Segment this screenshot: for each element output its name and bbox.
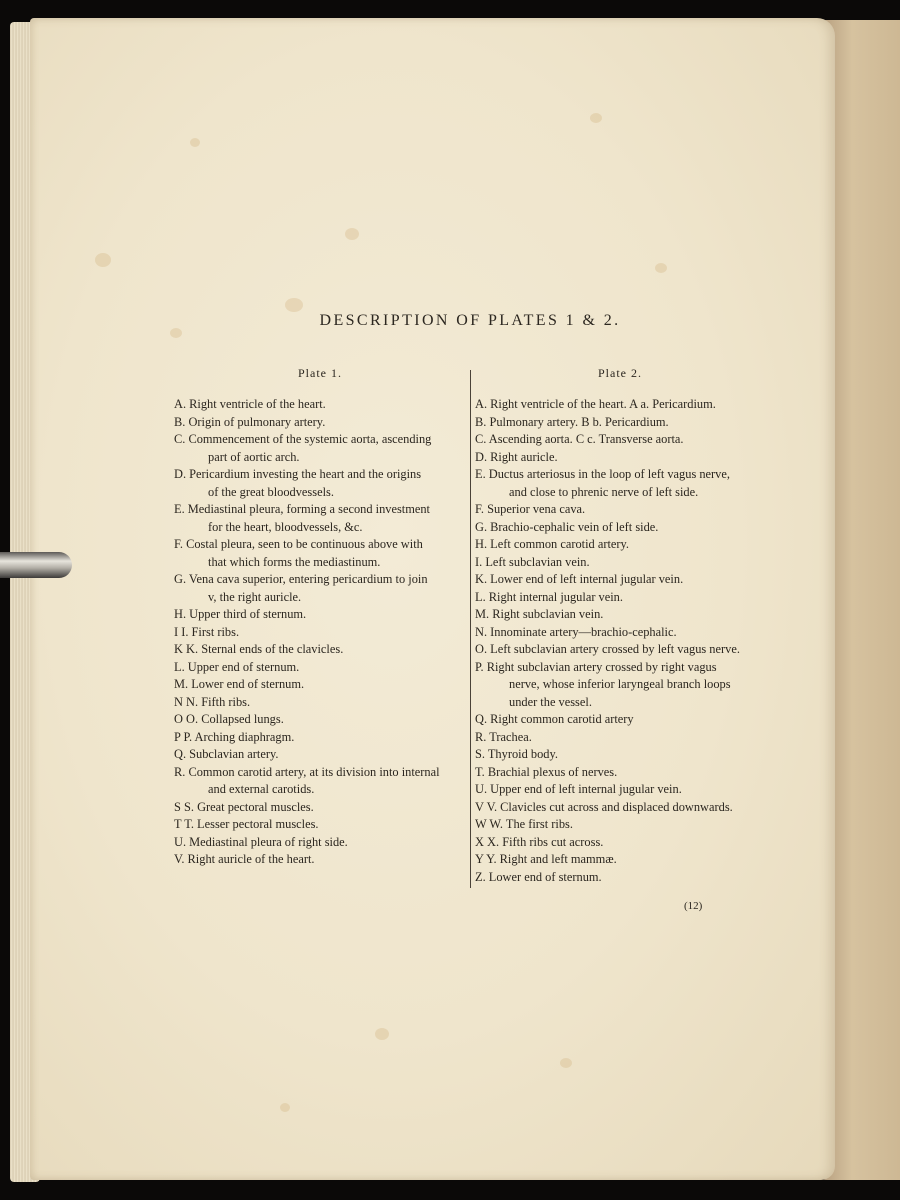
- plate1-entry: [174, 729, 465, 747]
- entry-text: B. Origin of pulmonary artery.: [174, 414, 326, 429]
- entry-continuation: for the heart, bloodvessels, &c.: [208, 519, 363, 534]
- plate2-entry: [475, 519, 767, 537]
- foxing-spot: [590, 113, 602, 123]
- page-number: (12): [684, 900, 703, 912]
- entry-text: A. Right ventricle of the heart. A a. Pericardium.: [475, 397, 716, 411]
- entry-text: L. Upper end of sternum.: [174, 659, 300, 674]
- plate1-description-list: [174, 396, 465, 869]
- entry-text: T T. Lesser pectoral muscles.: [174, 817, 319, 831]
- entry-text: S. Thyroid body.: [475, 747, 558, 761]
- entry-text: G. Brachio-cephalic vein of left side.: [475, 519, 659, 534]
- entry-text: N N. Fifth ribs.: [174, 694, 251, 709]
- plate2-entry: [475, 764, 767, 782]
- plate1-heading: Plate 1.: [298, 366, 342, 380]
- plate2-entry: [475, 711, 767, 729]
- entry-text: T. Brachial plexus of nerves.: [475, 764, 618, 779]
- entry-text: W W. The first ribs.: [475, 817, 573, 831]
- plate2-entry: [475, 449, 767, 467]
- entry-text: O O. Collapsed lungs.: [174, 712, 284, 726]
- foxing-spot: [655, 263, 667, 273]
- plate1-entry: [174, 501, 465, 536]
- entry-text: E. Ductus arteriosus in the loop of left vagus nerve,: [475, 467, 730, 481]
- plate1-entry: [174, 571, 465, 606]
- plate2-entry: [475, 746, 767, 764]
- plate2-entry: [475, 396, 767, 414]
- plate2-entry: [475, 781, 767, 799]
- entry-text: S S. Great pectoral muscles.: [174, 799, 314, 814]
- entry-text: D. Pericardium investing the heart and the origins: [174, 467, 422, 481]
- plate2-description-list: [475, 396, 767, 886]
- entry-text: P. Right subclavian artery crossed by right vagus: [475, 659, 717, 674]
- plate1-entry: [174, 396, 465, 414]
- entry-continuation: part of aortic arch.: [208, 449, 300, 464]
- plate1-entry: [174, 466, 465, 501]
- pen-tip: [0, 552, 72, 578]
- plate2-entry: [475, 659, 767, 712]
- plate1-entry: [174, 711, 465, 729]
- entry-text: B. Pulmonary artery. B b. Pericardium.: [475, 414, 669, 429]
- plate2-entry: [475, 799, 767, 817]
- page-title: DESCRIPTION OF PLATES 1 & 2.: [319, 312, 621, 329]
- entry-text: P P. Arching diaphragm.: [174, 729, 295, 744]
- entry-text: E. Mediastinal pleura, forming a second investment: [174, 502, 431, 516]
- plate2-entry: [475, 554, 767, 572]
- plate1-entry: [174, 764, 465, 799]
- plate1-entry: [174, 659, 465, 677]
- entry-text: F. Superior vena cava.: [475, 502, 586, 516]
- foxing-spot: [345, 228, 359, 240]
- plate2-entry: [475, 414, 767, 432]
- entry-text: C. Ascending aorta. C c. Transverse aorta.: [475, 432, 684, 446]
- plate2-entry: [475, 869, 767, 887]
- entry-text: V. Right auricle of the heart.: [174, 852, 315, 866]
- entry-text: Y Y. Right and left mammæ.: [475, 852, 617, 866]
- plate2-entry: [475, 589, 767, 607]
- entry-text: I. Left subclavian vein.: [475, 554, 590, 569]
- plate1-entry: [174, 851, 465, 869]
- plate2-entry: [475, 571, 767, 589]
- entry-text: G. Vena cava superior, entering pericardium to join: [174, 572, 428, 586]
- entry-text: K K. Sternal ends of the clavicles.: [174, 642, 344, 656]
- plate2-entry: [475, 624, 767, 642]
- plate1-entry: [174, 536, 465, 571]
- plate2-entry: [475, 431, 767, 449]
- entry-text: M. Lower end of sternum.: [174, 677, 305, 691]
- plate1-entry: [174, 746, 465, 764]
- entry-text: V V. Clavicles cut across and displaced downwards.: [475, 799, 733, 814]
- entry-text: I I. First ribs.: [174, 624, 240, 639]
- entry-text: A. Right ventricle of the heart.: [174, 397, 326, 411]
- foxing-spot: [560, 1058, 572, 1068]
- entry-text: H. Upper third of sternum.: [174, 607, 307, 621]
- entry-continuation: and external carotids.: [208, 782, 315, 796]
- plate2-entry: [475, 641, 767, 659]
- entry-text: R. Common carotid artery, at its division into internal: [174, 764, 440, 779]
- plate2-entry: [475, 816, 767, 834]
- entry-text: U. Upper end of left internal jugular vein.: [475, 782, 682, 796]
- foxing-spot: [95, 253, 111, 267]
- entry-text: F. Costal pleura, seen to be continuous above with: [174, 537, 423, 551]
- plate2-entry: [475, 536, 767, 554]
- entry-text: O. Left subclavian artery crossed by left vagus nerve.: [475, 642, 740, 656]
- foxing-spot: [280, 1103, 290, 1112]
- entry-text: K. Lower end of left internal jugular vein.: [475, 572, 684, 586]
- entry-text: L. Right internal jugular vein.: [475, 589, 623, 604]
- plate1-entry: [174, 694, 465, 712]
- plate1-entry: [174, 624, 465, 642]
- plate2-entry: [475, 466, 767, 501]
- entry-text: X X. Fifth ribs cut across.: [475, 834, 604, 849]
- column-divider: [470, 370, 471, 888]
- entry-text: D. Right auricle.: [475, 449, 558, 464]
- plate1-entry: [174, 834, 465, 852]
- entry-text: N. Innominate artery—brachio-cephalic.: [475, 624, 677, 639]
- entry-text: Q. Right common carotid artery: [475, 712, 634, 726]
- foxing-spot: [190, 138, 200, 147]
- foxing-spot: [285, 298, 303, 312]
- entry-text: Z. Lower end of sternum.: [475, 869, 602, 884]
- plate1-entry: [174, 676, 465, 694]
- entry-continuation: v, the right auricle.: [208, 589, 302, 604]
- plate1-entry: [174, 641, 465, 659]
- plate1-entry: [174, 799, 465, 817]
- plate1-entry: [174, 606, 465, 624]
- entry-continuation: and close to phrenic nerve of left side.: [509, 484, 699, 499]
- entry-text: U. Mediastinal pleura of right side.: [174, 834, 348, 849]
- plate2-entry: [475, 851, 767, 869]
- entry-text: R. Trachea.: [475, 729, 532, 744]
- plate1-entry: [174, 431, 465, 466]
- plate2-entry: [475, 606, 767, 624]
- entry-continuation: that which forms the mediastinum.: [208, 554, 381, 569]
- plate1-entry: [174, 816, 465, 834]
- plate2-entry: [475, 834, 767, 852]
- plate2-entry: [475, 729, 767, 747]
- plate1-entry: [174, 414, 465, 432]
- entry-text: M. Right subclavian vein.: [475, 607, 604, 621]
- plate2-heading: Plate 2.: [598, 366, 642, 380]
- entry-continuation: of the great bloodvessels.: [208, 484, 334, 499]
- plate2-entry: [475, 501, 767, 519]
- foxing-spot: [375, 1028, 389, 1040]
- entry-text: Q. Subclavian artery.: [174, 747, 279, 761]
- entry-continuation: nerve, whose inferior laryngeal branch loops: [509, 677, 731, 691]
- entry-text: C. Commencement of the systemic aorta, ascending: [174, 432, 432, 446]
- entry-text: H. Left common carotid artery.: [475, 537, 630, 551]
- entry-continuation: under the vessel.: [509, 694, 592, 709]
